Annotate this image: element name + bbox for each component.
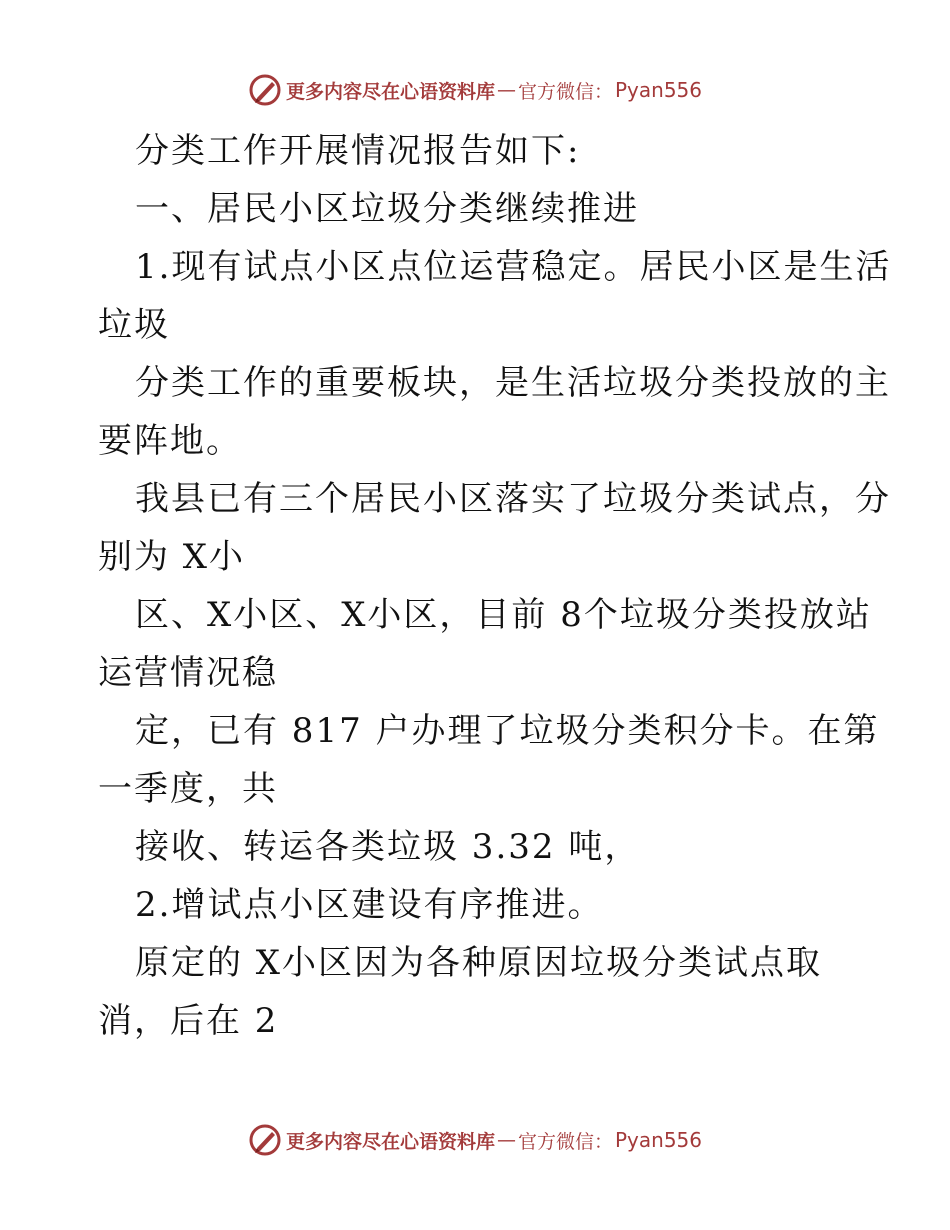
footer-watermark [0, 1120, 950, 1160]
pen-logo-icon [248, 73, 282, 107]
document-body [98, 122, 892, 1050]
pen-logo-icon [248, 1123, 282, 1157]
text-line: 分类工作的重要板块，是生活垃圾分类投放的主 [135, 363, 891, 403]
text-line: 原定的 X小区因为各种原因垃圾分类试点取 [135, 943, 823, 983]
text-line: 我县已有三个居民小区落实了垃圾分类试点，分 [135, 479, 891, 519]
section-heading: 一、居民小区垃圾分类继续推进 [135, 189, 639, 229]
banner-main-text: 更多内容尽在心语资料库 [285, 1130, 495, 1153]
text-line: 2.增试点小区建设有序推进。 [135, 885, 604, 925]
banner-main-text: 更多内容尽在心语资料库 [285, 80, 495, 103]
text-line: 接收、转运各类垃圾 3.32 吨， [135, 827, 641, 867]
text-line: 区、X小区、X小区，目前 8个垃圾分类投放站 [135, 595, 872, 635]
banner-wechat-label: 官方微信： [517, 80, 613, 103]
banner-dash: — [496, 79, 516, 101]
banner-wechat-label: 官方微信： [517, 1130, 613, 1153]
text-line: 运营情况稳 [98, 653, 278, 693]
text-line: 定，已有 817 户办理了垃圾分类积分卡。在第 [135, 711, 880, 751]
banner-dash: — [496, 1129, 516, 1151]
text-line: 垃圾 [98, 305, 170, 345]
text-line: 消，后在 2 [98, 1001, 279, 1041]
text-line: 1.现有试点小区点位运营稳定。居民小区是生活 [135, 247, 892, 287]
text-line: 一季度，共 [98, 769, 278, 809]
banner-wechat-id: Pyan556 [615, 78, 703, 102]
text-line: 要阵地。 [98, 421, 242, 461]
text-line: 别为 X小 [98, 537, 246, 577]
text-line: 分类工作开展情况报告如下: [135, 131, 581, 171]
header-watermark [0, 70, 950, 110]
banner-wechat-id: Pyan556 [615, 1128, 703, 1152]
